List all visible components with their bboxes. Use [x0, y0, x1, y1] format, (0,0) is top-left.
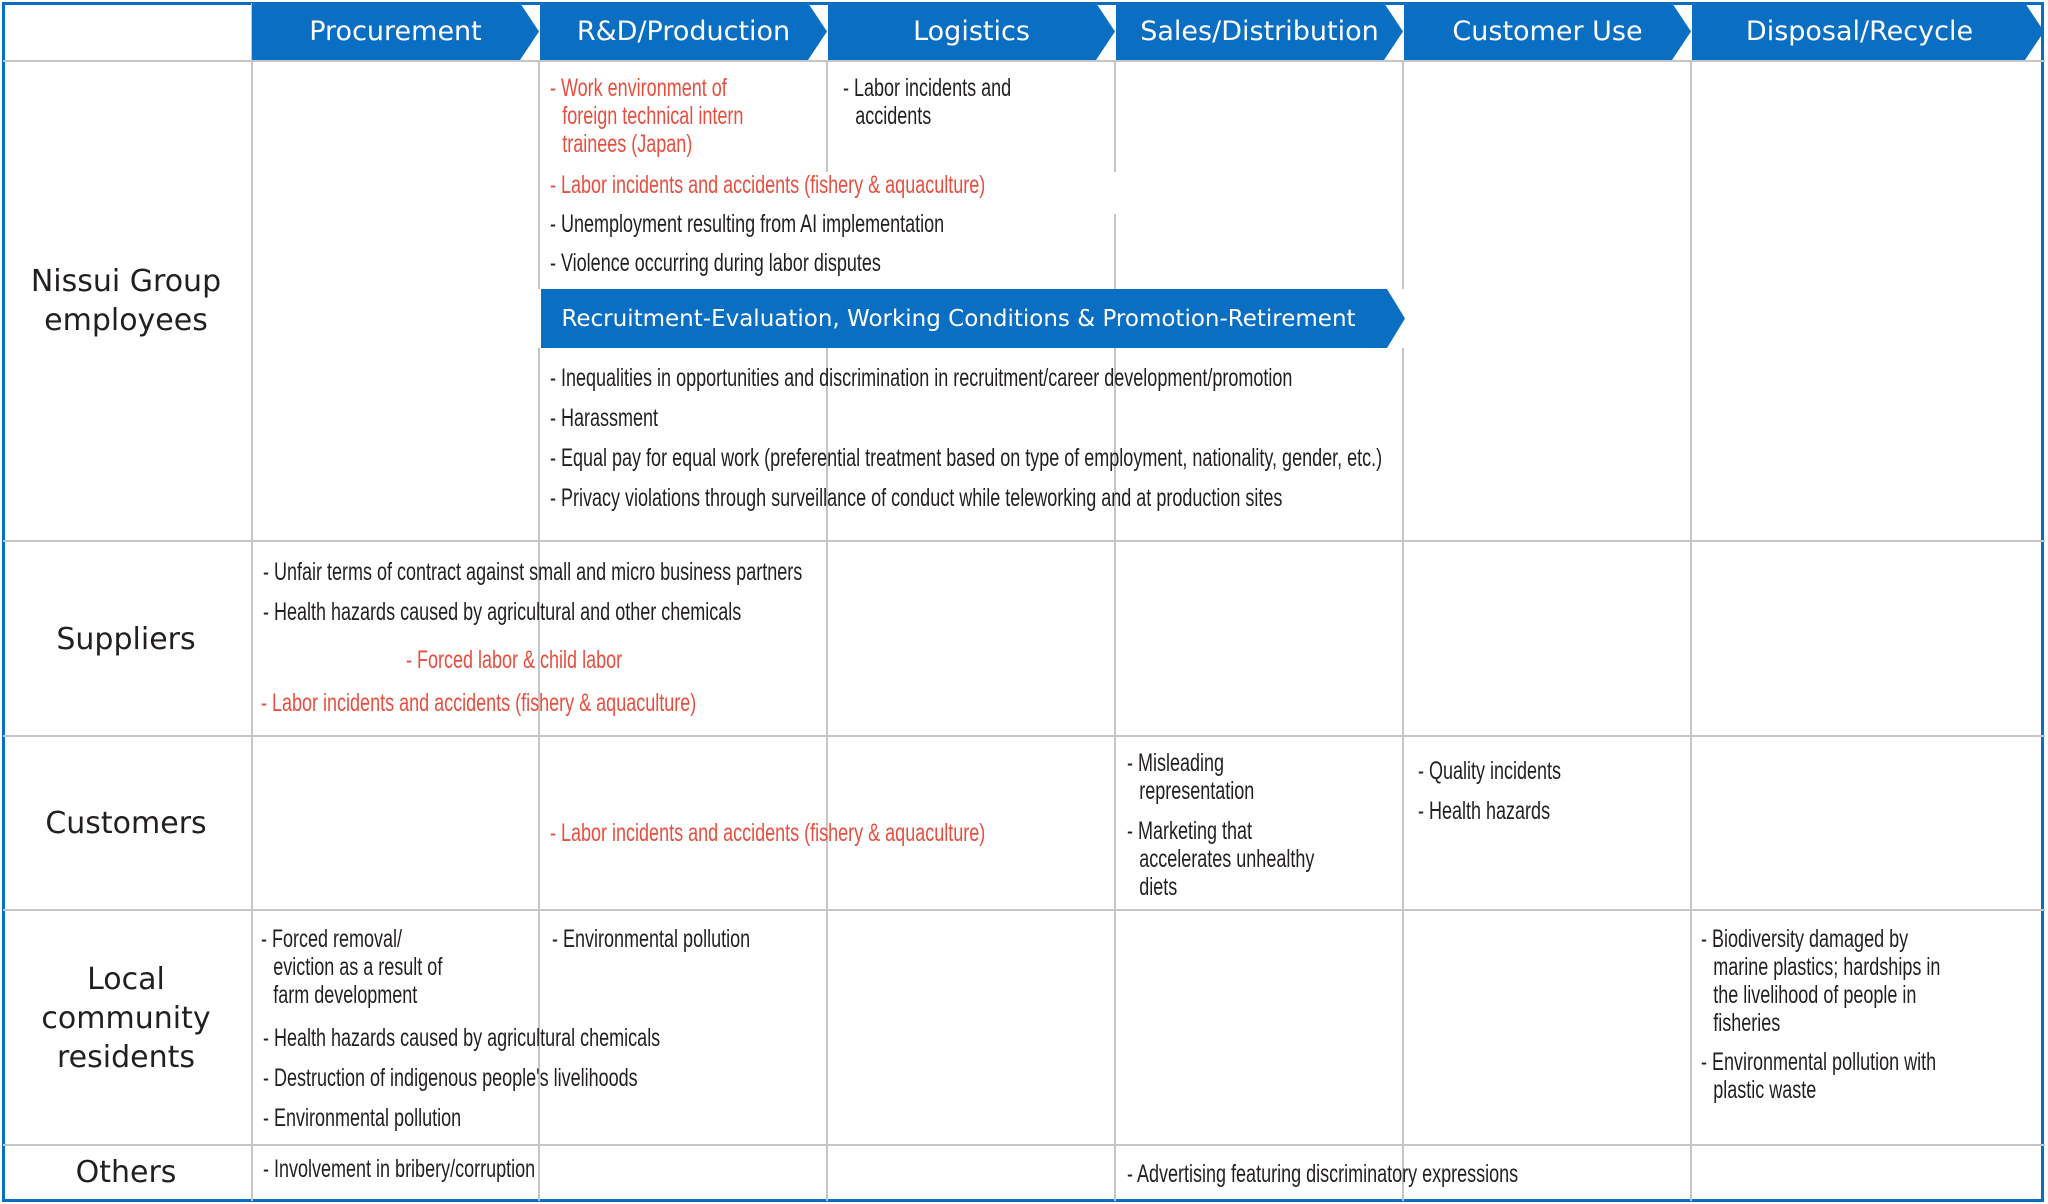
risk-line: eviction as a result of — [273, 953, 443, 981]
risk-line: - Marketing that — [1127, 817, 1253, 845]
column-divider — [251, 3, 253, 1201]
risk-line: marine plastics; hardships in — [1713, 953, 1941, 981]
row-divider — [3, 1144, 2045, 1146]
column-divider — [1402, 60, 1404, 289]
stage-customer-use — [1404, 3, 1691, 60]
risk-line: plastic waste — [1713, 1076, 1817, 1104]
risk-community-chemicals: - Health hazards caused by agricultural chemicals — [263, 1024, 661, 1052]
risk-work-environment — [550, 74, 743, 158]
column-divider — [538, 60, 540, 289]
risk-line: - Misleading — [1127, 749, 1225, 777]
stage-rd-production — [540, 3, 827, 60]
row-label-suppliers: Suppliers — [56, 622, 196, 657]
risk-misleading-representation — [1127, 749, 1254, 805]
risk-labor-dispute-violence: - Violence occurring during labor disputes — [550, 249, 881, 277]
risk-line: - Labor incidents and — [843, 74, 1012, 102]
row-label-others: Others — [75, 1155, 177, 1190]
risk-unhealthy-marketing — [1127, 817, 1314, 901]
stage-sales-distribution — [1116, 3, 1403, 60]
stage-label: Procurement — [309, 16, 482, 47]
risk-line: accidents — [855, 102, 932, 130]
risk-labor-fishery-customers: - Labor incidents and accidents (fishery & aquaculture) — [550, 819, 986, 847]
row-label-line: employees — [44, 303, 208, 338]
risk-harassment: - Harassment — [550, 404, 659, 432]
risk-labor-fishery-employees: - Labor incidents and accidents (fishery & aquaculture) — [550, 171, 986, 199]
column-divider — [826, 60, 828, 172]
stage-label: R&D/Production — [576, 16, 791, 47]
stage-label: Disposal/Recycle — [1745, 16, 1974, 47]
column-divider — [1690, 60, 1692, 1201]
risk-forced-child-labor: - Forced labor & child labor — [406, 646, 623, 674]
stage-logistics — [828, 3, 1115, 60]
stage-disposal-recycle — [1692, 3, 2044, 60]
risk-line: trainees (Japan) — [562, 130, 693, 158]
risk-bribery: - Involvement in bribery/corruption — [263, 1155, 536, 1183]
risk-environmental-pollution-production: - Environmental pollution — [552, 925, 751, 953]
risk-line: - Forced removal/ — [261, 925, 403, 953]
risk-line: the livelihood of people in — [1713, 981, 1917, 1009]
stage-label: Customer Use — [1452, 16, 1643, 47]
row-divider — [3, 735, 2045, 737]
risk-discriminatory-advertising: - Advertising featuring discriminatory expressions — [1127, 1160, 1519, 1188]
risk-line: accelerates unhealthy — [1139, 845, 1315, 873]
risk-labor-incidents-logistics — [843, 74, 1011, 130]
risk-biodiversity — [1701, 925, 1940, 1037]
risk-plastic-waste — [1701, 1048, 1936, 1104]
risk-environmental-pollution-procurement: - Environmental pollution — [263, 1104, 462, 1132]
risk-equal-pay: - Equal pay for equal work (preferential treatment based on type of employment, nationality, gender, etc.) — [550, 444, 1383, 472]
banner-label: Recruitment-Evaluation, Working Conditions & Promotion-Retirement — [561, 305, 1356, 332]
risk-line: - Work environment of — [550, 74, 727, 102]
risk-line: - Environmental pollution with — [1701, 1048, 1937, 1076]
row-label-community — [5, 960, 247, 1077]
row-label-employees — [5, 262, 247, 340]
stage-label: Logistics — [913, 16, 1030, 47]
risk-line: fisheries — [1713, 1009, 1781, 1037]
risk-line: representation — [1139, 777, 1255, 805]
risk-indigenous-livelihoods: - Destruction of indigenous people's livelihoods — [263, 1064, 638, 1092]
risk-forced-removal — [261, 925, 442, 1009]
recruitment-banner — [541, 289, 1405, 348]
row-label-line: residents — [56, 1040, 195, 1075]
row-divider — [3, 60, 2045, 62]
risk-privacy: - Privacy violations through surveillance of conduct while teleworking and at production sites — [550, 484, 1283, 512]
column-divider — [1402, 348, 1404, 1201]
risk-unfair-contract: - Unfair terms of contract against small and micro business partners — [263, 558, 803, 586]
row-label-line: Local — [87, 962, 165, 997]
row-divider — [3, 909, 2045, 911]
stage-procurement — [252, 3, 539, 60]
column-divider — [826, 348, 828, 1201]
column-divider — [1114, 60, 1116, 172]
risk-line: farm development — [273, 981, 418, 1009]
row-label-line: Nissui Group — [30, 264, 222, 299]
risk-customer-health: - Health hazards — [1418, 797, 1551, 825]
risk-line: foreign technical intern — [562, 102, 744, 130]
row-label-line: community — [41, 1001, 211, 1036]
risk-quality-incidents: - Quality incidents — [1418, 757, 1562, 785]
risk-supplier-chemicals: - Health hazards caused by agricultural and other chemicals — [263, 598, 742, 626]
risk-inequalities: - Inequalities in opportunities and discrimination in recruitment/career development/promotion — [550, 364, 1293, 392]
row-divider — [3, 540, 2045, 542]
risk-line: diets — [1139, 873, 1178, 901]
column-divider — [1114, 214, 1116, 289]
column-divider — [1114, 348, 1116, 1201]
risk-ai-unemployment: - Unemployment resulting from AI implementation — [550, 210, 945, 238]
risk-labor-fishery-suppliers: - Labor incidents and accidents (fishery & aquaculture) — [261, 689, 697, 717]
stage-label: Sales/Distribution — [1140, 16, 1379, 47]
risk-line: - Biodiversity damaged by — [1701, 925, 1909, 953]
row-label-customers: Customers — [45, 806, 207, 841]
